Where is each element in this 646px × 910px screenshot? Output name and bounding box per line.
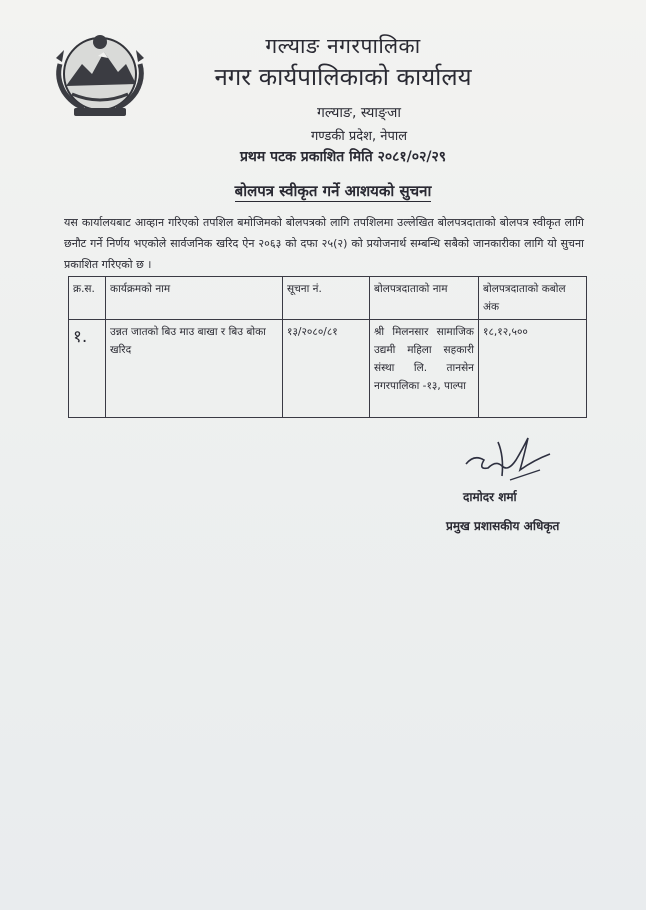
signatory-name: दामोदर शर्मा [463, 490, 517, 504]
cell-program: उन्नत जातको बिउ माउ बाखा र बिउ बोका खरिद [106, 320, 283, 418]
province-name: गण्डकी प्रदेश, नेपाल [310, 129, 408, 144]
publish-date: प्रथम पटक प्रकाशित मिति २०८१/०२/२९ [239, 149, 447, 165]
header-bidder: बोलपत्रदाताको नाम [370, 277, 479, 320]
header-amount: बोलपत्रदाताको कबोल अंक [479, 277, 587, 320]
table-row [69, 320, 587, 418]
cell-amount: १८,१२,५०० [479, 320, 587, 418]
header-notice-no: सूचना नं. [283, 277, 370, 320]
header-program: कार्यक्रमको नाम [106, 277, 283, 320]
municipality-name: गल्याङ नगरपालिका [265, 34, 421, 58]
cell-serial: १. [69, 320, 106, 418]
cell-notice-no: १३/२०८०/८१ [283, 320, 370, 418]
table-header-row [69, 277, 587, 320]
cell-bidder: श्री मिलनसार सामाजिक उद्यमी महिला सहकारी संस्था लि. तानसेन नगरपालिका -१३, पाल्पा [370, 320, 479, 418]
signature-mark [458, 430, 558, 490]
signatory-title: प्रमुख प्रशासकीय अधिकृत [446, 519, 560, 533]
office-name: नगर कार्यपालिकाको कार्यालय [214, 63, 472, 91]
notice-title [0, 181, 646, 201]
header-serial: क्र.स. [69, 277, 106, 320]
notice-body: यस कार्यालयबाट आव्हान गरिएको तपशिल बमोजिमको बोलपत्रको लागि तपशिलमा उल्लेखित बोलपत्रदाताको बोलपत्र स्वीकृत लागि छनौट गर्ने निर्णय भएकोले सार्वजनिक खरिद ऐन २०६३ को दफा २५(२) को प्रयोजनार्थ सम्बन्धि सबैको जानकारीका लागि यो सुचना प्रकाशित गरिएको छ । [64, 216, 584, 271]
notice-title-text: बोलपत्र स्वीकृत गर्ने आशयको सुचना [234, 182, 432, 200]
office-address: गल्याङ, स्याङ्जा [317, 105, 401, 121]
award-table [68, 276, 587, 418]
